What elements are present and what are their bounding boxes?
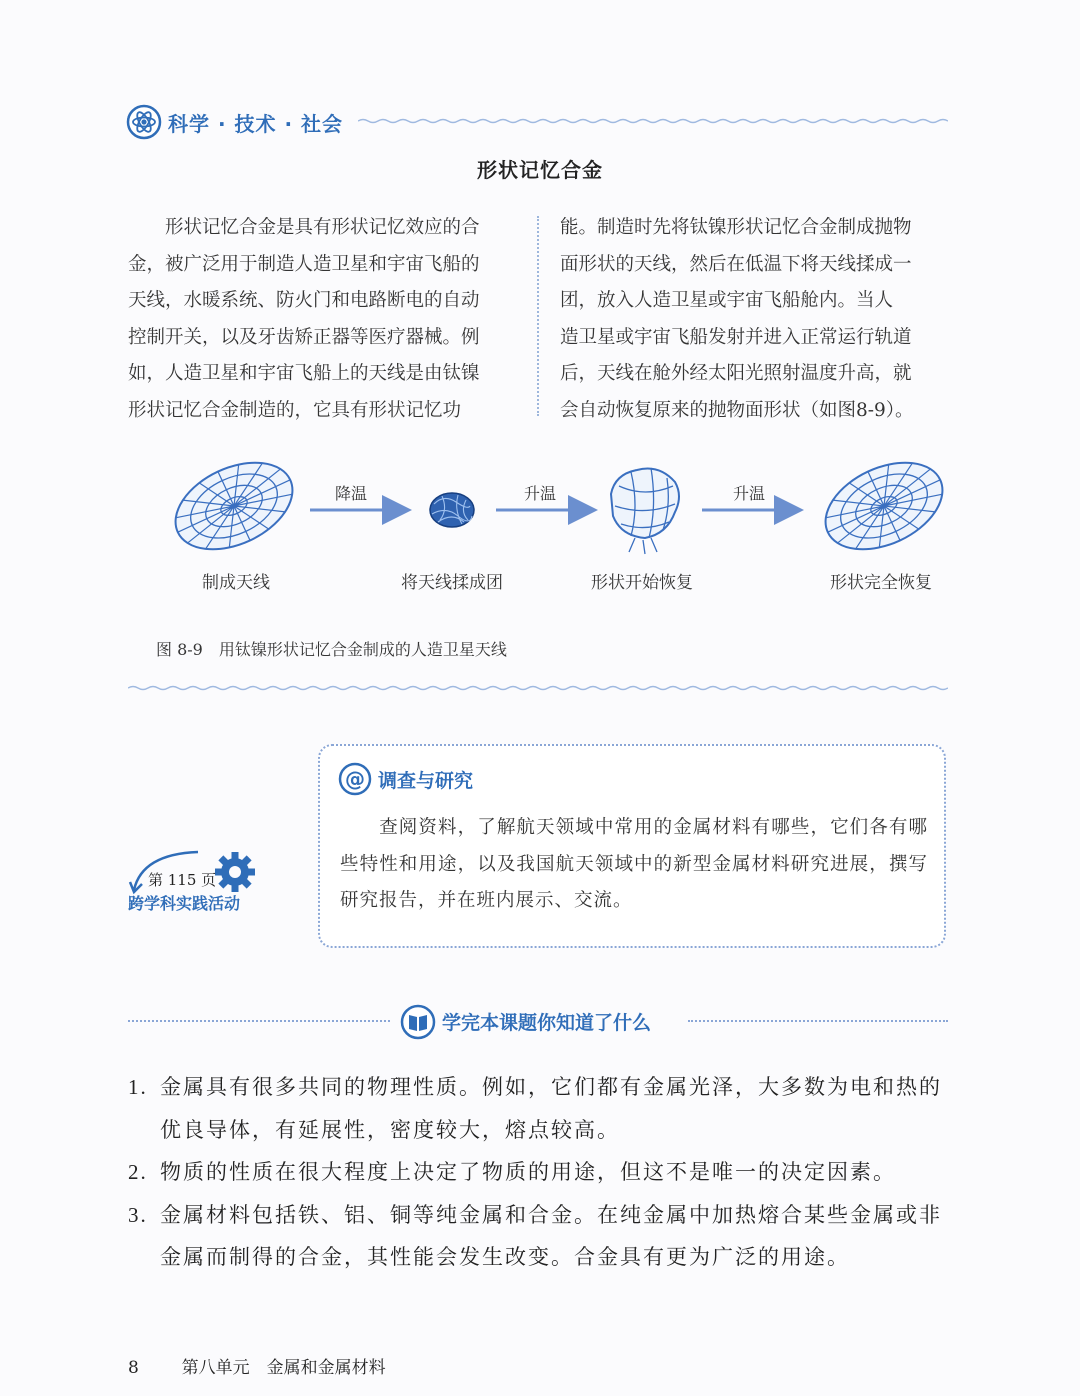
stage-label-2: 将天线揉成团 <box>401 573 503 593</box>
summary-item <box>128 1151 950 1194</box>
header-wavy-rule <box>358 116 948 126</box>
summary-title: 学完本课题你知道了什么 <box>442 1012 652 1034</box>
article-line: 控制开关，以及牙齿矫正器等医疗器械。例 <box>128 326 480 348</box>
article-line: 造卫星或宇宙飞船发射并进入正常运行轨道 <box>560 326 912 348</box>
article-column-right <box>560 210 948 429</box>
article-line: 后，天线在舱外经太阳光照射温度升高，就 <box>560 363 912 384</box>
summary-item-number: 3. <box>128 1202 148 1227</box>
research-body: 查阅资料，了解航天领域中常用的金属材料有哪些，它们各有哪些特性和用途，以及我国航天领域中的新型金属材料研究进展，撰写研究报告，并在班内展示、交流。 <box>340 817 928 911</box>
cross-activity-page[interactable]: 第 115 页 <box>148 871 217 889</box>
summary-item-text: 金属具有很多共同的物理性质。例如，它们都有金属光泽，大多数为电和热的优良导体，有延展性，密度较大，熔点较高。 <box>160 1075 942 1142</box>
arrow-label-cooling: 降温 <box>335 484 368 503</box>
article-line: 面形状的天线，然后在低温下将天线揉成一 <box>560 253 912 275</box>
summary-item-text: 物质的性质在很大程度上决定了物质的用途，但这不是唯一的决定因素。 <box>160 1160 896 1184</box>
svg-text:@: @ <box>345 767 365 791</box>
article-line: 形状记忆合金制造的，它具有形状记忆功 <box>128 399 462 421</box>
antenna-figure <box>150 448 950 568</box>
cross-activity-link[interactable]: 跨学科实践活动 <box>128 894 241 913</box>
article-line: 天线，水暖系统、防火门和电路断电的自动 <box>128 290 480 311</box>
stage-label-4: 形状完全恢复 <box>830 573 932 593</box>
restored-antenna-icon <box>812 448 950 567</box>
article-line: 形状记忆合金是具有形状记忆效应的合 <box>128 217 480 238</box>
summary-item-text: 金属材料包括铁、铝、铜等纯金属和合金。在纯金属中加热熔合某些金属或非金属而制得的合金，其性能会发生改变。合金具有更为广泛的用途。 <box>160 1202 942 1269</box>
summary-dotted-rule-right <box>688 1020 948 1022</box>
article-line: 金，被广泛用于制造人造卫星和宇宙飞船的 <box>128 253 480 275</box>
column-divider <box>537 216 539 416</box>
summary-item <box>128 1066 950 1151</box>
summary-item-number: 1. <box>128 1075 148 1099</box>
figure-caption: 图 8-9 用钛镍形状记忆合金制成的人造卫星天线 <box>156 640 507 659</box>
article-line: 如，人造卫星和宇宙飞船上的天线是由钛镍 <box>128 363 480 384</box>
page-number: 8 <box>128 1358 139 1378</box>
crumpled-antenna-icon <box>430 493 474 527</box>
article-line: 团，放入人造卫星或宇宙飞船舱内。当人 <box>560 290 894 311</box>
recovering-antenna-icon <box>611 468 679 554</box>
stage-label-1: 制成天线 <box>202 573 270 593</box>
stage-label-3: 形状开始恢复 <box>591 573 693 593</box>
summary-item <box>128 1194 950 1279</box>
at-sign-icon <box>338 762 372 796</box>
gear-icon <box>214 851 256 893</box>
section-wavy-rule <box>128 683 948 693</box>
summary-item-number: 2. <box>128 1160 148 1184</box>
unit-title: 第八单元 金属和金属材料 <box>181 1358 386 1378</box>
article-title: 形状记忆合金 <box>477 158 603 182</box>
article-line: 能。制造时先将钛镍形状记忆合金制成抛物 <box>560 217 912 238</box>
summary-list <box>128 1066 950 1279</box>
page-footer <box>128 1353 386 1378</box>
article-line: 会自动恢复原来的抛物面形状（如图8-9）。 <box>560 399 914 421</box>
book-icon <box>400 1004 436 1040</box>
section-header <box>126 100 343 144</box>
antenna-dish-icon <box>162 448 307 567</box>
arrow-label-heating-2: 升温 <box>733 484 766 503</box>
summary-dotted-rule-left <box>128 1020 390 1022</box>
research-title: 调查与研究 <box>378 770 474 792</box>
section-label: 科学 · 技术 · 社会 <box>168 111 344 136</box>
arrow-label-heating-1: 升温 <box>524 484 557 503</box>
atom-icon <box>126 104 162 140</box>
article-column-left <box>128 210 516 429</box>
